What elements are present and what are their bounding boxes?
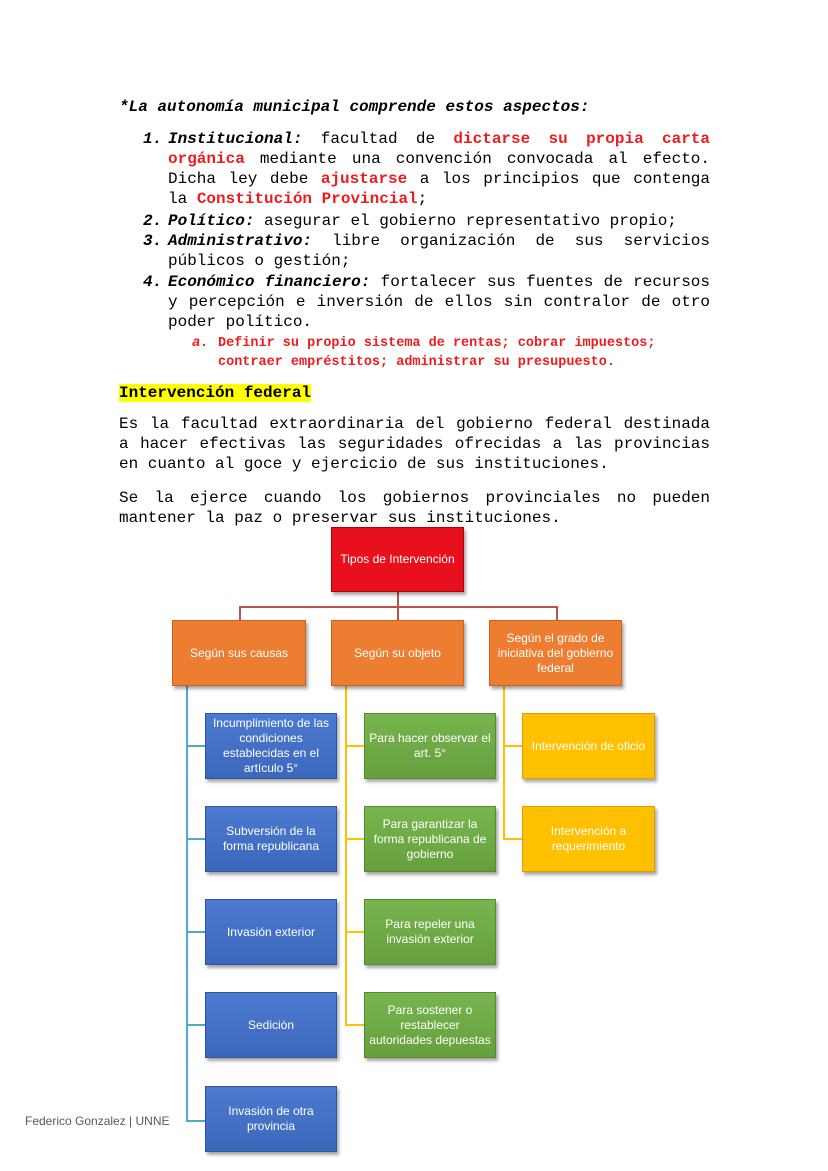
objeto-sostener-box: Para sostener o restablecer autoridades depuestas <box>364 992 496 1058</box>
connector-iniciativa-1 <box>503 745 522 747</box>
connector-objeto-1 <box>345 745 364 747</box>
diagram-root-box: Tipos de Intervención <box>331 527 464 592</box>
connector-iniciativa <box>556 606 558 620</box>
paragraph-2: Se la ejerce cuando los gobiernos provinciales no pueden mantener la paz o preservar sus instituciones. <box>119 489 710 527</box>
item-3-body: libre organización de sus servicios públicos o gestión; <box>168 232 710 270</box>
item-1-emphasis-carta: dictarse su propia carta orgánica <box>168 130 710 168</box>
causa-subversion-box: Subversión de la forma republicana <box>205 806 337 872</box>
item-3-title: Administrativo: <box>168 232 313 250</box>
connector-causas <box>239 606 241 620</box>
causa-incumplimiento-box: Incumplimiento de las condiciones establecidas en el artículo 5° <box>205 713 337 779</box>
connector-iniciativa-trunk <box>503 686 505 840</box>
item-4-title: Económico financiero: <box>168 273 371 291</box>
category-objeto-box: Según su objeto <box>331 620 464 686</box>
item-4-number: 4. <box>143 273 163 291</box>
connector-objeto <box>397 606 399 620</box>
item-1-part: facultad de <box>302 130 454 148</box>
connector-objeto-4 <box>345 1024 364 1026</box>
intro-heading: *La autonomía municipal comprende estos aspectos: <box>119 98 590 116</box>
item-3-number: 3. <box>143 232 163 250</box>
connector-objeto-trunk <box>345 686 347 1026</box>
item-1-number: 1. <box>143 130 163 148</box>
item-1-title: Institucional: <box>168 130 303 148</box>
item-1-part: ; <box>417 190 428 208</box>
connector-objeto-2 <box>345 838 364 840</box>
item-4-body: fortalecer sus fuentes de recursos y percepción e inversión de ellos sin contralor de otro poder político. <box>168 273 710 331</box>
connector-causas-4 <box>186 1024 205 1026</box>
item-2-number: 2. <box>143 212 163 230</box>
sub-item-text: Definir su propio sistema de rentas; cobrar impuestos; contraer empréstitos; administrar su presupuesto. <box>218 336 656 370</box>
objeto-observar-box: Para hacer observar el art. 5° <box>364 713 496 779</box>
causa-invasion-exterior-box: Invasión exterior <box>205 899 337 965</box>
item-2-body: asegurar el gobierno representativo propio; <box>254 212 677 230</box>
item-1-text <box>168 129 710 209</box>
section-heading-label: Intervención federal <box>119 384 312 402</box>
connector-root <box>397 592 399 606</box>
causa-sedicion-box: Sedición <box>205 992 337 1058</box>
category-causas-box: Según sus causas <box>172 620 306 686</box>
iniciativa-requerimiento-box: Intervención a requerimiento <box>522 806 655 872</box>
objeto-repeler-box: Para repeler una invasión exterior <box>364 899 496 965</box>
connector-causas-1 <box>186 745 205 747</box>
sub-item-letter: a. <box>192 335 209 351</box>
connector-causas-5 <box>186 1120 205 1122</box>
item-4-text <box>168 272 710 332</box>
category-iniciativa-box: Según el grado de iniciativa del gobierno federal <box>489 620 622 686</box>
item-2-title: Político: <box>168 212 255 230</box>
item-1-emphasis-constitucion: Constitución Provincial <box>196 190 418 208</box>
item-2-text <box>168 211 710 231</box>
page-footer: Federico Gonzalez | UNNE <box>25 1114 170 1128</box>
connector-iniciativa-2 <box>503 838 522 840</box>
connector-causas-3 <box>186 931 205 933</box>
connector-objeto-3 <box>345 931 364 933</box>
item-1-part: mediante una convención convocada al efecto. Dicha ley debe <box>168 150 710 188</box>
paragraph-1: Es la facultad extraordinaria del gobierno federal destinada a hacer efectivas las seguridades ofrecidas a las provincias en cuanto al goce y ejercicio de sus instituciones. <box>119 415 710 473</box>
item-3-text <box>168 231 710 271</box>
iniciativa-oficio-box: Intervención de oficio <box>522 713 655 779</box>
item-1-emphasis-ajustarse: ajustarse <box>320 170 408 188</box>
item-1-part: a los principios que contenga la <box>168 170 710 208</box>
section-heading <box>119 383 311 403</box>
causa-invasion-provincia-box: Invasión de otra provincia <box>205 1086 337 1152</box>
connector-causas-2 <box>186 838 205 840</box>
connector-causas-trunk <box>186 686 188 1122</box>
objeto-garantizar-box: Para garantizar la forma republicana de gobierno <box>364 806 496 872</box>
